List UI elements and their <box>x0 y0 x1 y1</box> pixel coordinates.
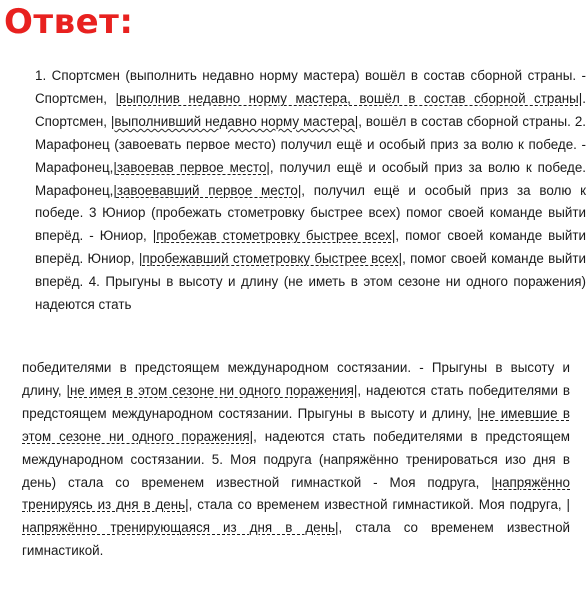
text-run: |, надеются стать победителями в предстоящем международном состязании. Прыгуны в высоту и длину, | <box>22 382 570 421</box>
underlined-participle-phrase: завоевав первое место <box>116 159 267 175</box>
underlined-participle-phrase: выполнивший недавно норму мастера <box>114 113 355 129</box>
text-run: |, помог своей команде выйти вперёд. 4. Прыгуны в высоту и длину (не иметь в этом сезоне ни одного поражения) надеются стать <box>35 251 586 313</box>
text-run: |, надеются стать победителями в предстоящем международном состязании. 5. Моя подруга (напряжённо тренироваться изо дня в день) стала со временем известной гимнасткой - Моя подруга, | <box>22 428 570 490</box>
text-run: |, вошёл в состав сборной страны. 2. Марафонец (завоевать первое место) получил ещё и особый приз за волю к победе. - Марафонец,| <box>35 113 586 175</box>
answer-heading: Ответ: <box>4 2 134 42</box>
text-run: |, стала со временем известной гимнастикой. Моя подруга, | <box>185 497 571 513</box>
text-run: |, получил ещё и особый приз за волю к победе. 3 Юниор (пробежать стометровку быстрее всех) помог своей команде выйти вперёд. - Юниор, | <box>35 182 586 244</box>
text-run: |. Спортсмен, | <box>35 90 586 129</box>
underlined-participle-phrase: не имевшие в этом сезоне ни одного поражения <box>22 405 570 444</box>
text-run: |, стала со временем известной гимнастикой. <box>22 520 570 559</box>
underlined-participle-phrase: не имея в этом сезоне ни одного поражения <box>69 382 354 398</box>
answer-paragraph-1 <box>20 65 586 317</box>
underlined-participle-phrase: напряжённо тренируясь из дня в день <box>22 474 570 513</box>
underlined-participle-phrase: пробежавший стометровку быстрее всех <box>142 251 399 267</box>
underlined-participle-phrase: напряжённо тренирующаяся из дня в день <box>22 520 335 536</box>
underlined-participle-phrase: выполнив недавно норму мастера, вошёл в состав сборной страны <box>118 90 579 106</box>
underlined-participle-phrase: завоевавший первое место <box>116 182 298 198</box>
text-run: 1. Спортсмен (выполнить недавно норму мастера) вошёл в состав сборной страны. - Спортсмен, | <box>35 68 586 106</box>
text-run: |, получил ещё и особый приз за волю к победе. Марафонец,| <box>35 159 586 198</box>
underlined-participle-phrase: пробежав стометровку быстрее всех <box>156 228 392 244</box>
text-run: победителями в предстоящем международном состязании. - Прыгуны в высоту и длину, | <box>22 360 570 398</box>
answer-paragraph-2 <box>22 357 570 563</box>
text-run: |, помог своей команде выйти вперёд. Юниор, | <box>35 228 586 267</box>
